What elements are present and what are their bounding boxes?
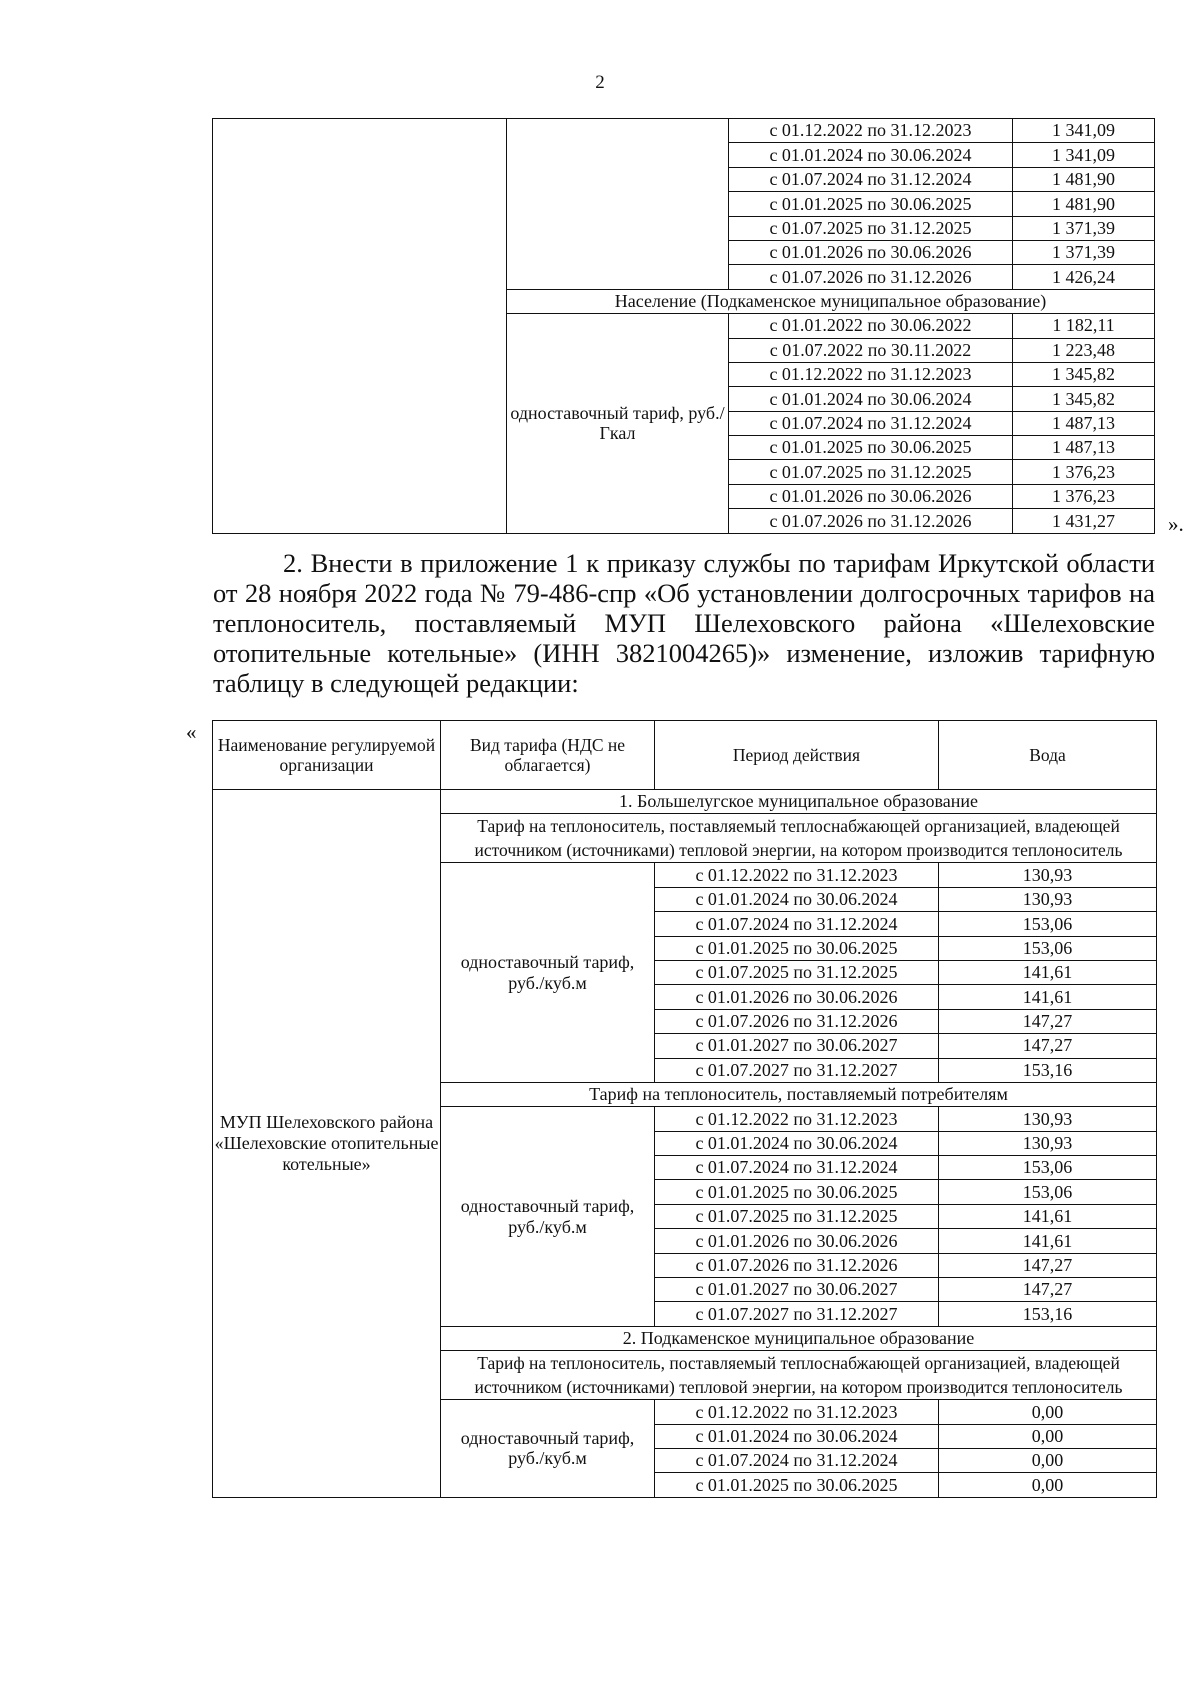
period-cell: с 01.07.2024 по 31.12.2024 xyxy=(729,411,1013,435)
value-cell: 141,61 xyxy=(939,1204,1157,1228)
header-water: Вода xyxy=(939,721,1157,790)
period-cell: с 01.01.2025 по 30.06.2025 xyxy=(655,1180,939,1204)
value-cell: 153,16 xyxy=(939,1058,1157,1082)
supplier-note: Тариф на теплоноситель, поставляемый теплоснабжающей организацией, владеющей источником (источниками) тепловой энергии, на котором производится теплоноситель xyxy=(441,1351,1157,1400)
value-cell: 1 341,09 xyxy=(1013,119,1155,143)
value-cell: 1 371,39 xyxy=(1013,216,1155,240)
period-cell: с 01.07.2024 по 31.12.2024 xyxy=(729,167,1013,191)
tariff-type-cell-empty xyxy=(507,119,729,290)
value-cell: 147,27 xyxy=(939,1278,1157,1302)
value-cell: 1 376,23 xyxy=(1013,484,1155,508)
coolant-tariff-table xyxy=(212,720,1157,1498)
period-cell: с 01.01.2025 по 30.06.2025 xyxy=(729,192,1013,216)
value-cell: 153,06 xyxy=(939,1156,1157,1180)
value-cell: 153,06 xyxy=(939,936,1157,960)
tariff-type-label: одноставочный тариф, руб./Гкал xyxy=(507,314,729,534)
value-cell: 141,61 xyxy=(939,960,1157,984)
value-cell: 1 487,13 xyxy=(1013,436,1155,460)
value-cell: 130,93 xyxy=(939,1131,1157,1155)
period-cell: с 01.07.2027 по 31.12.2027 xyxy=(655,1058,939,1082)
value-cell: 1 487,13 xyxy=(1013,411,1155,435)
header-org: Наименование регулируемой организации xyxy=(213,721,441,790)
header-period: Период действия xyxy=(655,721,939,790)
amendment-paragraph xyxy=(213,548,1155,698)
table-row xyxy=(213,119,1155,143)
period-cell: с 01.01.2026 по 30.06.2026 xyxy=(729,484,1013,508)
tariff-table-continuation xyxy=(212,118,1155,534)
value-cell: 1 345,82 xyxy=(1013,362,1155,386)
section-title: 1. Большелугское муниципальное образование xyxy=(441,790,1157,814)
value-cell: 130,93 xyxy=(939,887,1157,911)
value-cell: 1 223,48 xyxy=(1013,338,1155,362)
value-cell: 1 345,82 xyxy=(1013,387,1155,411)
paragraph-text: 2. Внести в приложение 1 к приказу службы по тарифам Иркутской области от 28 ноября 2022 года № 79-486-спр «Об установлении долгосрочных тарифов на теплоноситель, поставляемый МУП Шелеховского района «Шелеховские отопительные котельные» (ИНН 3821004265)» изменение, изложив тарифную таблицу в следующей редакции: xyxy=(213,548,1155,698)
value-cell: 1 371,39 xyxy=(1013,240,1155,264)
period-cell: с 01.07.2026 по 31.12.2026 xyxy=(729,265,1013,289)
org-cell-empty xyxy=(213,119,507,534)
tariff-type-label: одноставочный тариф, руб./куб.м xyxy=(441,1107,655,1327)
tariff-type-label: одноставочный тариф, руб./куб.м xyxy=(441,863,655,1083)
period-cell: с 01.01.2025 по 30.06.2025 xyxy=(655,936,939,960)
supplier-note: Тариф на теплоноситель, поставляемый теплоснабжающей организацией, владеющей источником (источниками) тепловой энергии, на котором производится теплоноситель xyxy=(441,814,1157,863)
tariff-type-label: одноставочный тариф, руб./куб.м xyxy=(441,1400,655,1498)
period-cell: с 01.12.2022 по 31.12.2023 xyxy=(729,119,1013,143)
value-cell: 130,93 xyxy=(939,1107,1157,1131)
value-cell: 153,16 xyxy=(939,1302,1157,1326)
period-cell: с 01.07.2025 по 31.12.2025 xyxy=(655,1204,939,1228)
value-cell: 1 341,09 xyxy=(1013,143,1155,167)
org-name: МУП Шелеховского района «Шелеховские отопительные котельные» xyxy=(213,790,441,1498)
value-cell: 147,27 xyxy=(939,1034,1157,1058)
period-cell: с 01.01.2024 по 30.06.2024 xyxy=(729,143,1013,167)
value-cell: 0,00 xyxy=(939,1424,1157,1448)
period-cell: с 01.01.2024 по 30.06.2024 xyxy=(655,887,939,911)
period-cell: с 01.07.2027 по 31.12.2027 xyxy=(655,1302,939,1326)
value-cell: 141,61 xyxy=(939,985,1157,1009)
population-header: Население (Подкаменское муниципальное образование) xyxy=(507,289,1155,313)
period-cell: с 01.01.2025 по 30.06.2025 xyxy=(729,436,1013,460)
period-cell: с 01.07.2025 по 31.12.2025 xyxy=(729,216,1013,240)
header-tariff-type: Вид тарифа (НДС не облагается) xyxy=(441,721,655,790)
value-cell: 1 431,27 xyxy=(1013,509,1155,533)
consumers-note: Тариф на теплоноситель, поставляемый потребителям xyxy=(441,1082,1157,1106)
value-cell: 0,00 xyxy=(939,1473,1157,1497)
page-number: 2 xyxy=(595,72,605,93)
period-cell: с 01.01.2026 по 30.06.2026 xyxy=(655,985,939,1009)
period-cell: с 01.07.2024 по 31.12.2024 xyxy=(655,1156,939,1180)
period-cell: с 01.01.2027 по 30.06.2027 xyxy=(655,1278,939,1302)
period-cell: с 01.01.2024 по 30.06.2024 xyxy=(729,387,1013,411)
value-cell: 1 426,24 xyxy=(1013,265,1155,289)
value-cell: 130,93 xyxy=(939,863,1157,887)
period-cell: с 01.07.2024 по 31.12.2024 xyxy=(655,912,939,936)
period-cell: с 01.07.2025 по 31.12.2025 xyxy=(655,960,939,984)
value-cell: 1 481,90 xyxy=(1013,192,1155,216)
period-cell: с 01.12.2022 по 31.12.2023 xyxy=(655,863,939,887)
period-cell: с 01.01.2026 по 30.06.2026 xyxy=(655,1229,939,1253)
table-row xyxy=(213,790,1157,814)
period-cell: с 01.01.2027 по 30.06.2027 xyxy=(655,1034,939,1058)
value-cell: 0,00 xyxy=(939,1448,1157,1472)
value-cell: 153,06 xyxy=(939,1180,1157,1204)
period-cell: с 01.12.2022 по 31.12.2023 xyxy=(655,1107,939,1131)
value-cell: 1 182,11 xyxy=(1013,314,1155,338)
section-title: 2. Подкаменское муниципальное образование xyxy=(441,1326,1157,1350)
period-cell: с 01.07.2026 по 31.12.2026 xyxy=(729,509,1013,533)
period-cell: с 01.07.2026 по 31.12.2026 xyxy=(655,1009,939,1033)
period-cell: с 01.01.2024 по 30.06.2024 xyxy=(655,1131,939,1155)
period-cell: с 01.07.2025 по 31.12.2025 xyxy=(729,460,1013,484)
closing-quote: ». xyxy=(1168,512,1184,536)
period-cell: с 01.07.2022 по 30.11.2022 xyxy=(729,338,1013,362)
period-cell: с 01.07.2026 по 31.12.2026 xyxy=(655,1253,939,1277)
period-cell: с 01.12.2022 по 31.12.2023 xyxy=(729,362,1013,386)
period-cell: с 01.07.2024 по 31.12.2024 xyxy=(655,1448,939,1472)
period-cell: с 01.01.2022 по 30.06.2022 xyxy=(729,314,1013,338)
value-cell: 1 376,23 xyxy=(1013,460,1155,484)
value-cell: 141,61 xyxy=(939,1229,1157,1253)
value-cell: 1 481,90 xyxy=(1013,167,1155,191)
value-cell: 0,00 xyxy=(939,1400,1157,1424)
opening-quote: « xyxy=(186,720,197,744)
value-cell: 147,27 xyxy=(939,1009,1157,1033)
period-cell: с 01.01.2024 по 30.06.2024 xyxy=(655,1424,939,1448)
value-cell: 147,27 xyxy=(939,1253,1157,1277)
header-row xyxy=(213,721,1157,790)
value-cell: 153,06 xyxy=(939,912,1157,936)
period-cell: с 01.12.2022 по 31.12.2023 xyxy=(655,1400,939,1424)
period-cell: с 01.01.2026 по 30.06.2026 xyxy=(729,240,1013,264)
period-cell: с 01.01.2025 по 30.06.2025 xyxy=(655,1473,939,1497)
